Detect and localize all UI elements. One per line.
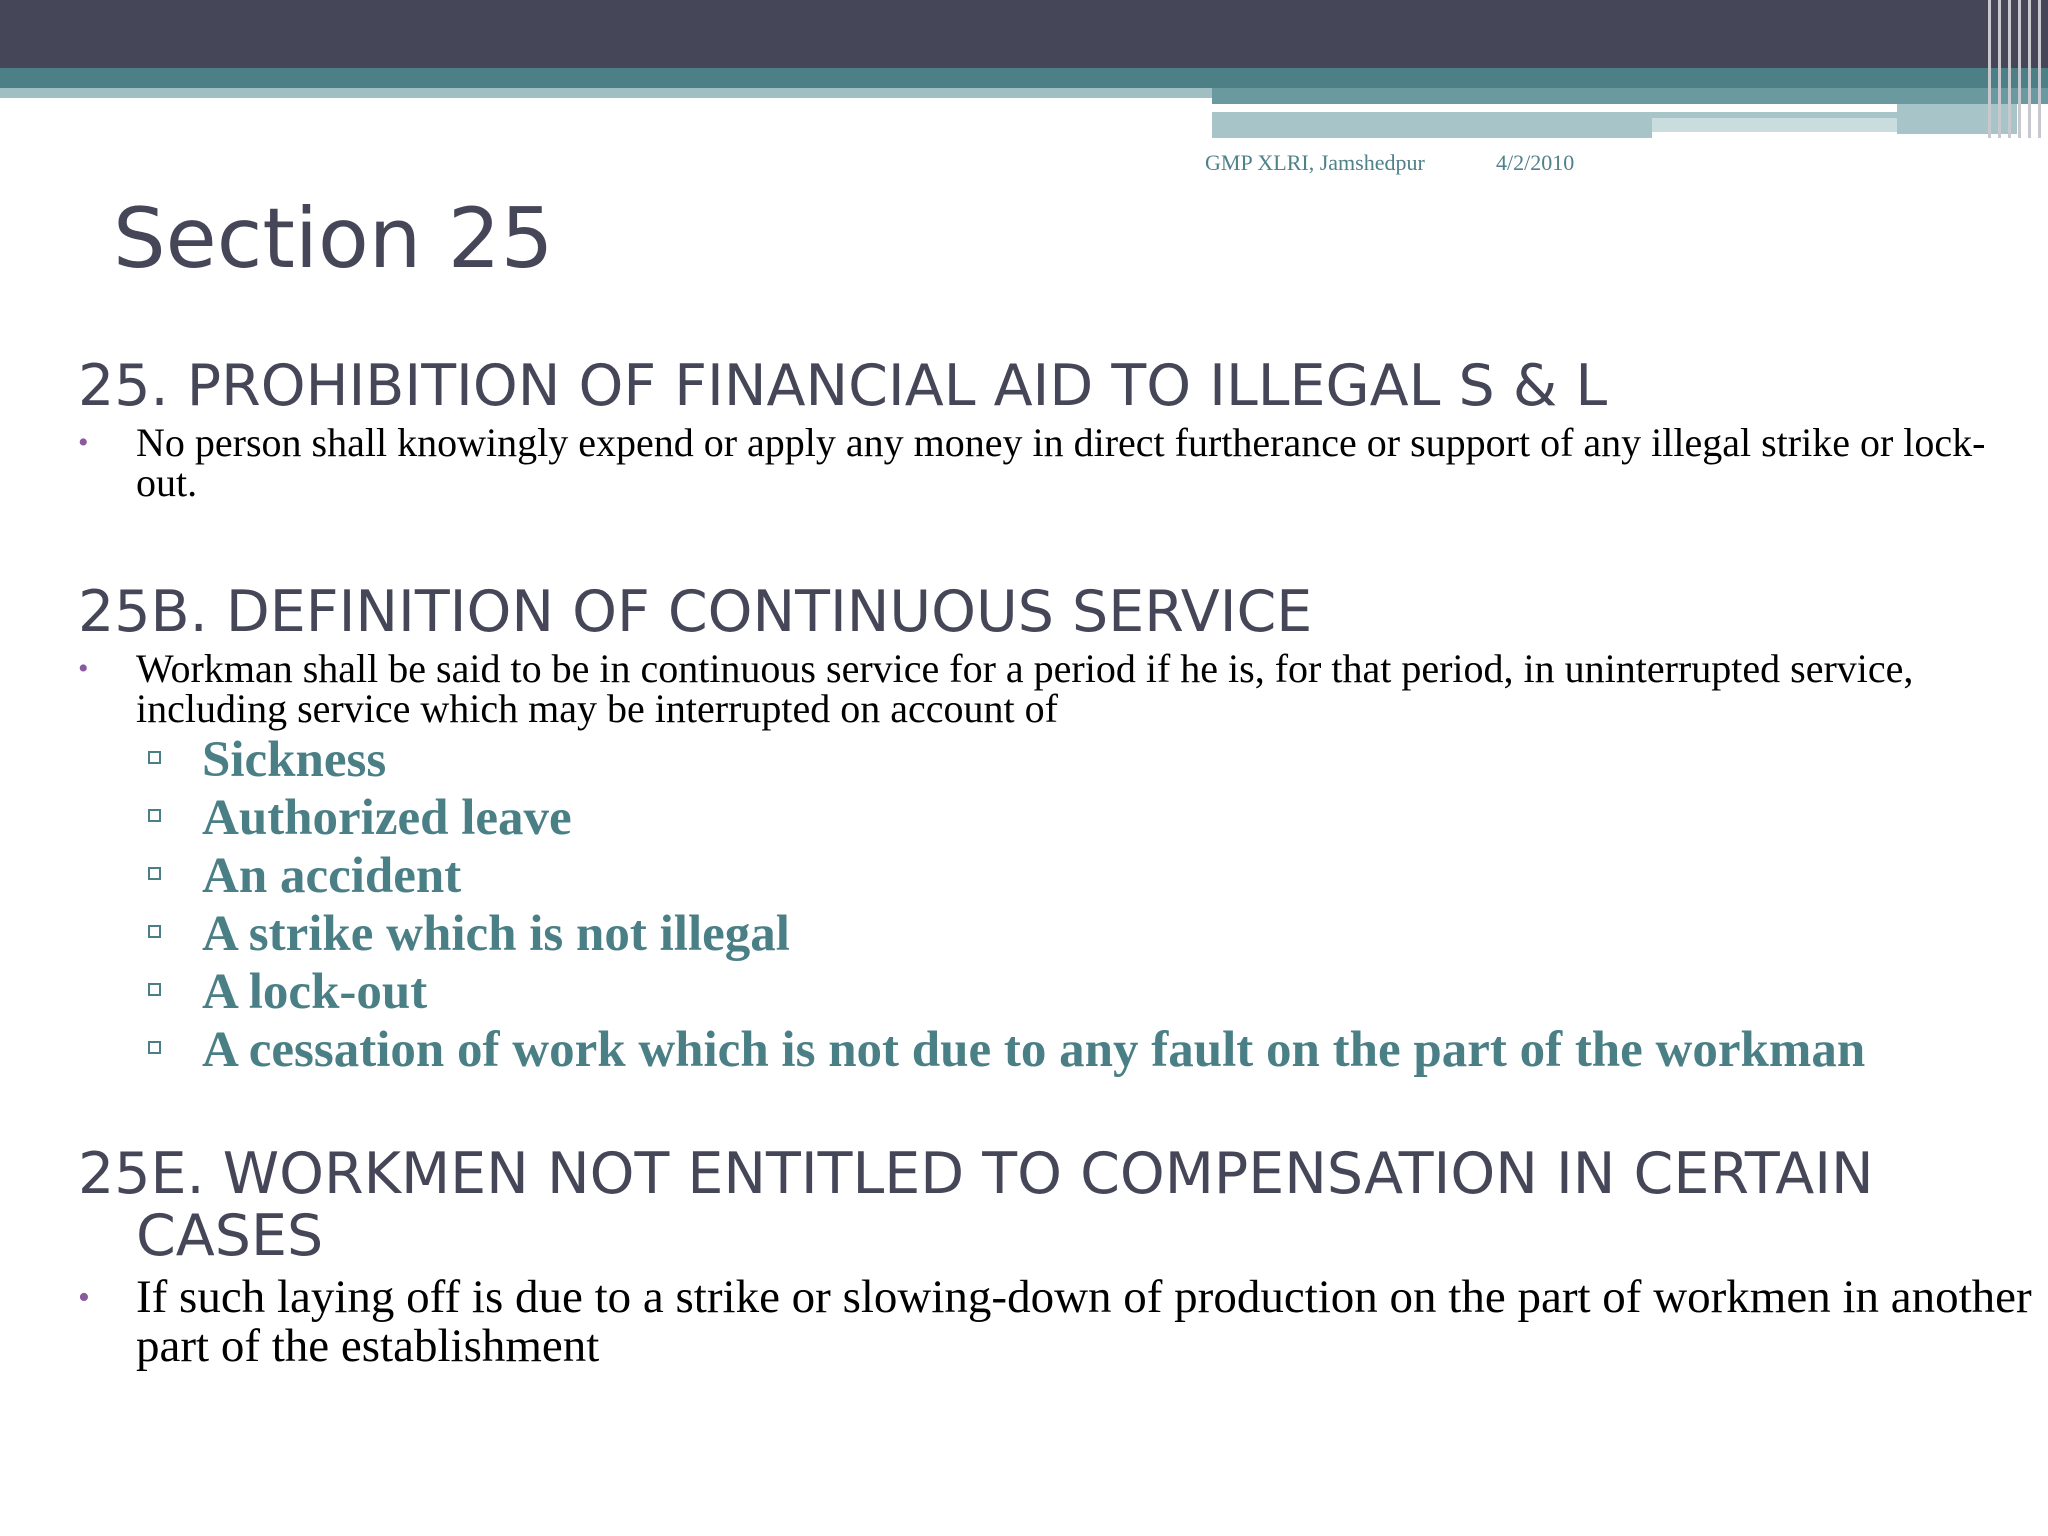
header-band-dark — [0, 0, 2048, 68]
section-heading-25e — [78, 1143, 2038, 1267]
header-band-right-gap — [1212, 104, 1897, 112]
list-item: An accident — [78, 851, 2038, 901]
bullet-25b — [78, 646, 2038, 731]
heading-line-1: 25E. WORKMEN NOT ENTITLED TO COMPENSATION IN CERTAIN — [78, 1141, 1874, 1207]
heading-line-2: CASES — [136, 1203, 324, 1269]
slide-title: Section 25 — [113, 190, 554, 287]
footer-source: GMP XLRI, Jamshedpur — [1205, 150, 1425, 175]
bullet-dot: • — [78, 1279, 90, 1316]
list-item: A cessation of work which is not due to any fault on the part of the workman — [78, 1025, 2038, 1075]
slide-date: 4/2/2010 — [1496, 150, 1575, 175]
bullet-text: If such laying off is due to a strike or slowing-down of production on the part of workmen in another part of the establishment — [136, 1271, 2032, 1372]
list-item: A lock-out — [78, 967, 2038, 1017]
bullet-25e — [78, 1273, 2038, 1371]
slide-body — [78, 355, 2038, 1371]
bullet-dot: • — [78, 426, 89, 459]
bullet-text: No person shall knowingly expend or apply any money in direct furtherance or support of any illegal strike or lock-out. — [136, 420, 1986, 505]
bullet-text: Workman shall be said to be in continuous service for a period if he is, for that period, in uninterrupted service, including service which may be interrupted on account of — [136, 646, 1914, 731]
header-band-right-tab — [1212, 118, 1652, 138]
square-bullet-icon — [148, 751, 161, 764]
interruption-list — [78, 732, 2038, 1078]
header-band-right — [1212, 88, 2048, 104]
list-item: Authorized leave — [78, 793, 2038, 843]
header-stripes — [1984, 0, 2048, 138]
header-band-light — [0, 88, 1212, 98]
list-item: A strike which is not illegal — [78, 909, 2038, 959]
square-bullet-icon — [148, 925, 161, 938]
bullet-dot: • — [78, 652, 89, 685]
header-band-teal — [0, 68, 2048, 88]
square-bullet-icon — [148, 809, 161, 822]
list-item: Sickness — [78, 735, 2038, 785]
square-bullet-icon — [148, 867, 161, 880]
square-bullet-icon — [148, 983, 161, 996]
square-bullet-icon — [148, 1041, 161, 1054]
bullet-25 — [78, 420, 2038, 505]
section-heading-25: 25. PROHIBITION OF FINANCIAL AID TO ILLEGAL S & L — [78, 353, 1608, 419]
header-band-right-fade — [1652, 118, 1897, 132]
section-heading-25b: 25B. DEFINITION OF CONTINUOUS SERVICE — [78, 579, 1313, 645]
